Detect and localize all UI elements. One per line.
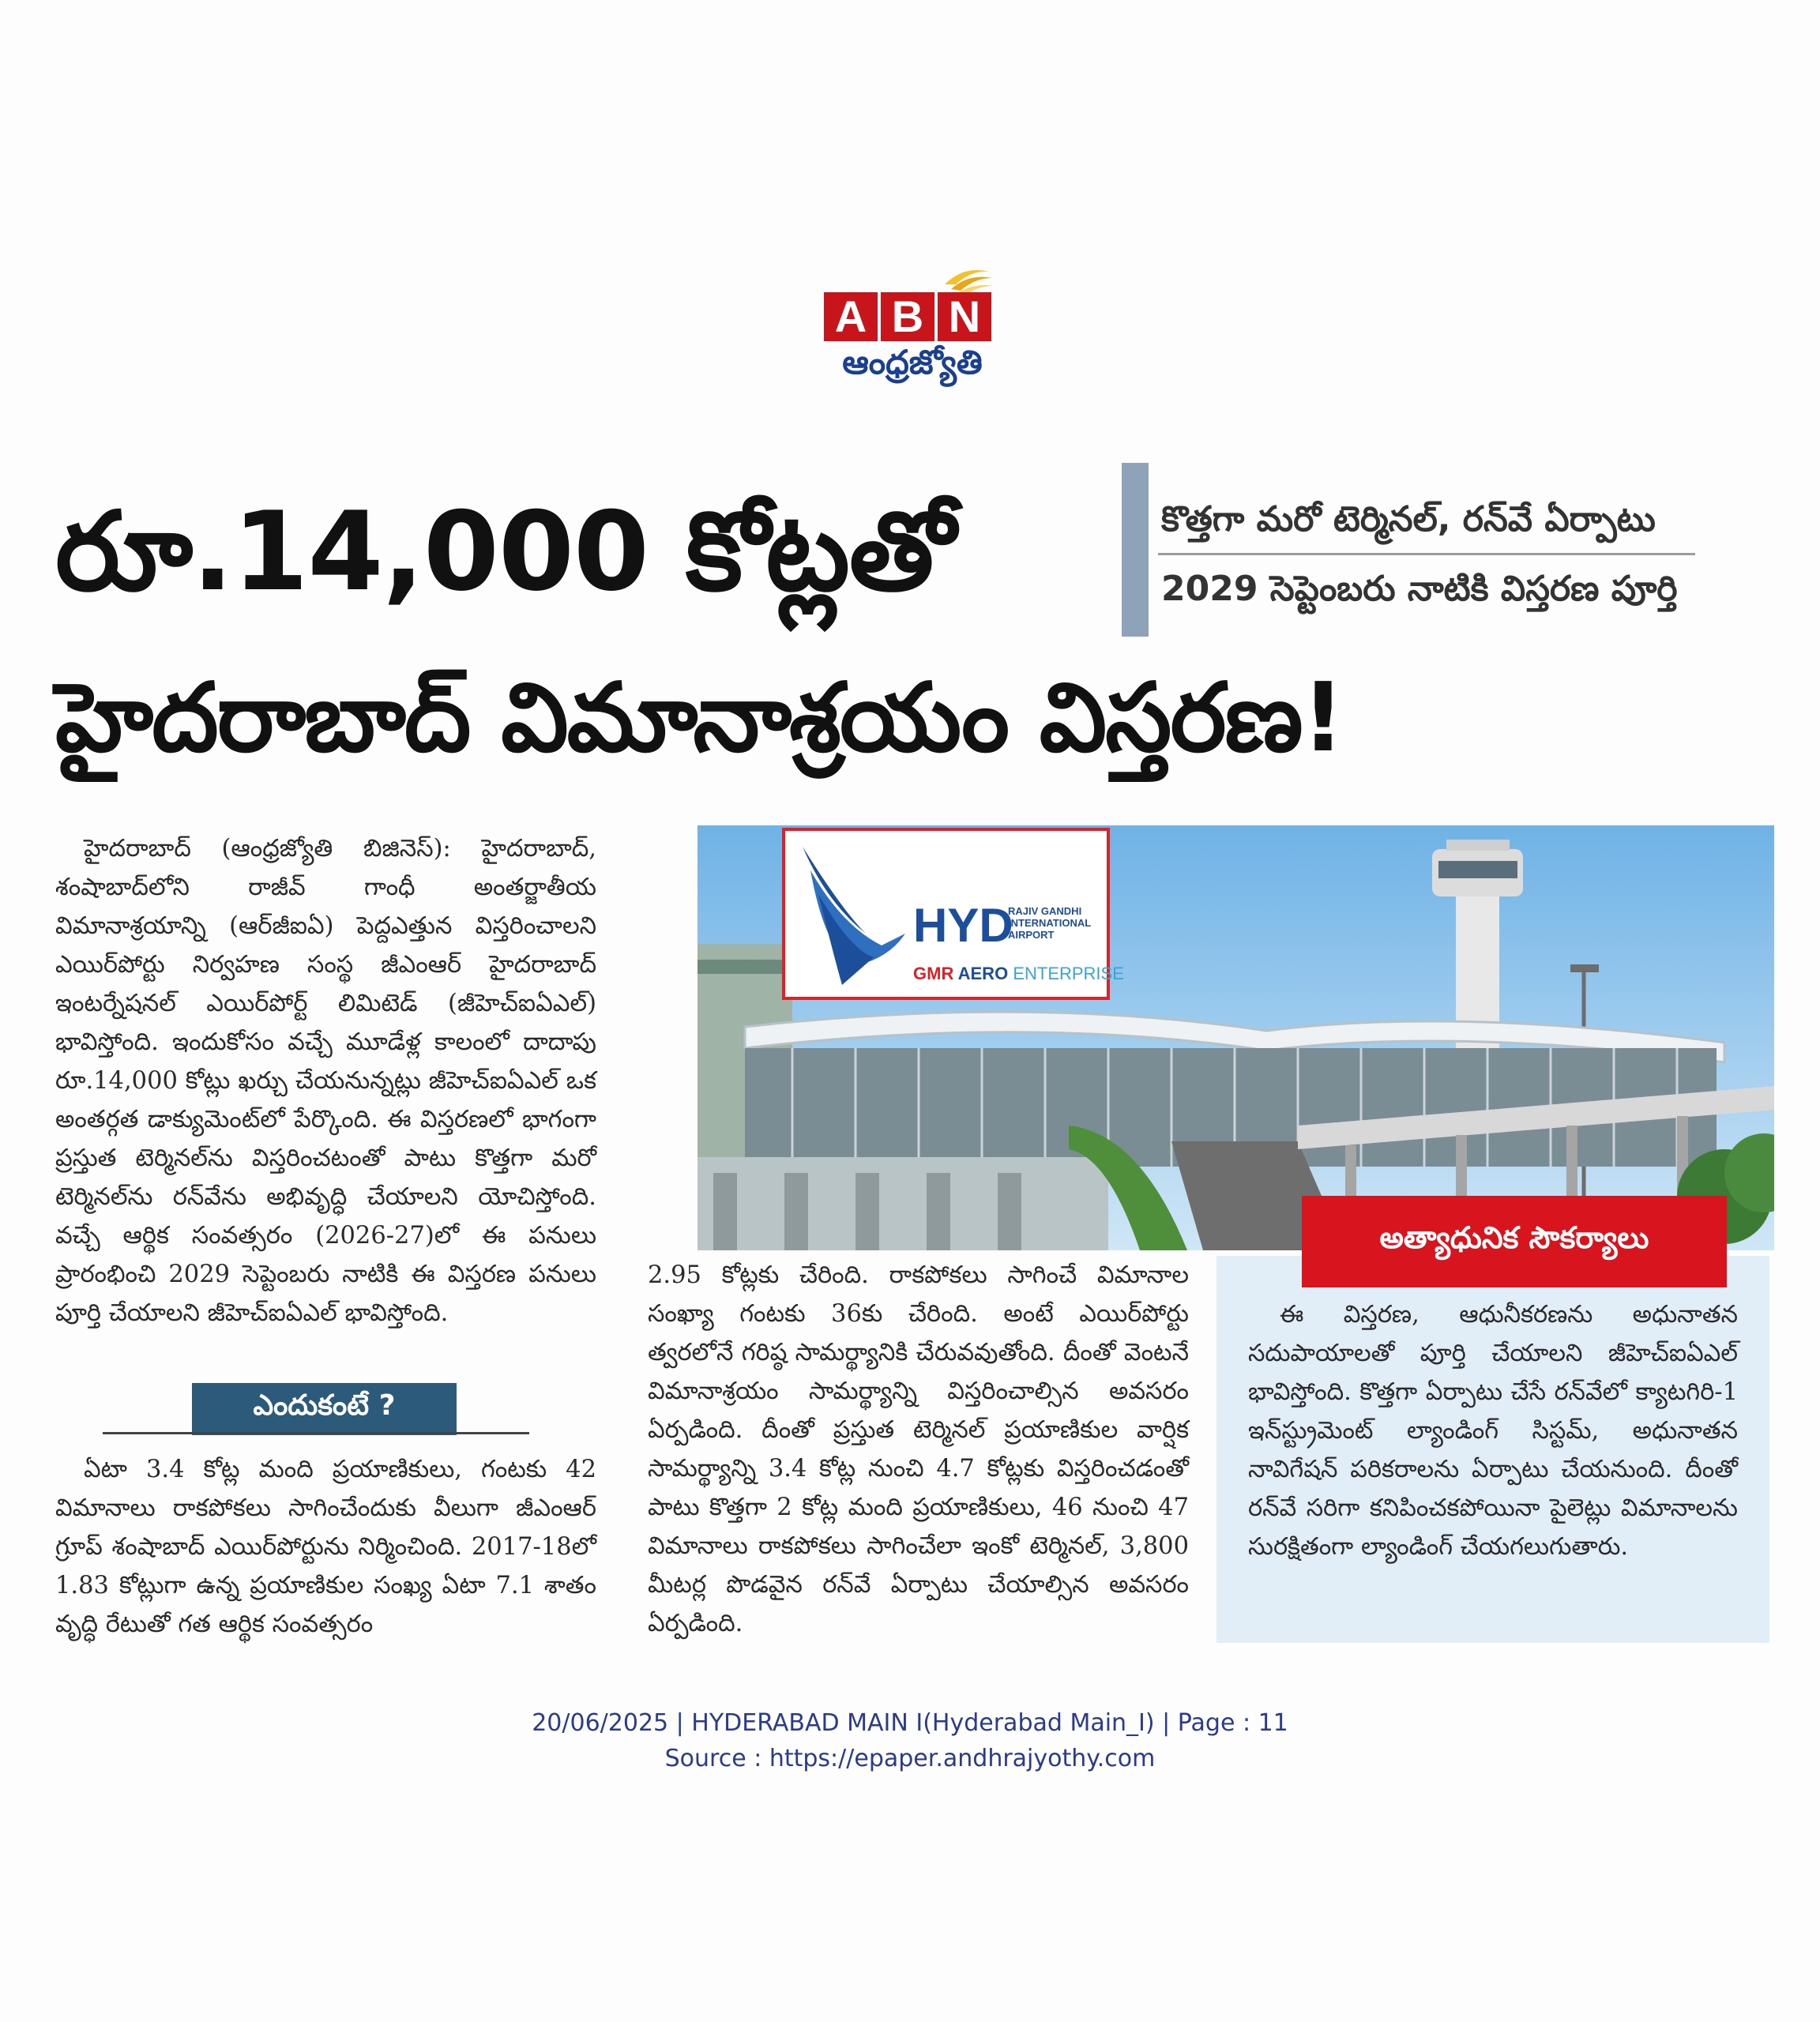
footer-edition-line: 20/06/2025 | HYDERABAD MAIN I(Hyderabad Main_I) | Page : 11 [532,1709,1288,1737]
airport-name-text: RAJIV GANDHI INTERNATIONAL AIRPORT [1008,905,1091,941]
bird-icon [795,839,913,993]
hyd-logo-text: HYD [913,899,1013,952]
airport-logo-inset [782,828,1124,1000]
abn-letter-a: A [824,292,878,341]
gmr-text: GMR [913,964,954,983]
abn-letter-b: B [881,292,934,341]
article-paragraph-1: హైదరాబాద్ (ఆంధ్రజ్యోతి బిజినెస్): హైదరాబాద్, శంషాబాద్‌లోని రాజీవ్ గాంధీ అంతర్జాతీయ విమానాశ్రయాన్ని (ఆర్‌జీఐఏ) పెద్దఎత్తున విస్తరించాలని ఎయిర్‌పోర్టు నిర్వహణ సంస్థ జీఎంఆర్ హైదరాబాద్ ఇంటర్నేషనల్ ఎయిర్‌పోర్ట్ లిమిటెడ్ (జీహెచ్ఐఏఎల్) భావిస్తోంది. ఇందుకోసం వచ్చే మూడేళ్ల కాలంలో దాదాపు రూ.14,000 కోట్లు ఖర్చు చేయనున్నట్లు జీహెచ్ఐఏఎల్ ఒక అంతర్గత డాక్యుమెంట్‌లో పేర్కొంది. ఈ విస్తరణలో భాగంగా ప్రస్తుత టెర్మినల్‌ను విస్తరించటంతో పాటు కొత్తగా మరో టెర్మినల్‌ను రన్‌వేను అభివృద్ధి చేయాలని యోచిస్తోంది. వచ్చే ఆర్థిక సంవత్సరం (2026-27)లో ఈ పనులు ప్రారంభించి 2029 సెప్టెంబరు నాటికి ఈ విస్తరణ పనులు పూర్తి చేయాలని జీహెచ్ఐఏఎల్ భావిస్తోంది. [55,835,596,1327]
subhead-divider [103,1432,529,1434]
footer-source-link[interactable]: Source : https://epaper.andhrajyothy.com [664,1745,1156,1772]
sidebar-text: ఈ విస్తరణ, ఆధునీకరణను అధునాతన సదుపాయాలతో పూర్తి చేయాలని జీహెచ్ఐఏఎల్ భావిస్తోంది. కొత్తగా ఏర్పాటు చేసే రన్‌వేలో క్యాటగిరి-1 ఇన్‌స్ట్రుమెంట్ ల్యాండింగ్ సిస్టమ్, అధునాతన నావిగేషన్ పరికరాలను ఏర్పాటు చేయనుంది. దీంతో రన్‌వే సరిగా కనిపించకపోయినా పైలెట్లు విమానాలను సురక్షితంగా ల్యాండింగ్ చేయగలుగుతారు. [1248,1301,1738,1561]
deck-line-2: 2029 సెప్టెంబరు నాటికి విస్తరణ పూర్తి [1161,569,1678,609]
deck-line-1: కొత్తగా మరో టెర్మినల్, రన్‌వే ఏర్పాటు [1161,499,1656,539]
masthead-logo [822,261,1003,403]
headline-line-2: హైదరాబాద్ విమానాశ్రయం విస్తరణ! [55,663,1344,773]
headline-line-1: రూ.14,000 కోట్లతో [55,488,955,615]
enterprise-word: ENTERPRISE [1013,964,1124,983]
abn-letter-n: N [938,292,991,341]
abn-letters [824,292,991,341]
masthead-subtitle: ఆంధ్రజ్యోతి [842,343,983,381]
logo-swirl-icon [940,261,995,295]
article-paragraph-3: 2.95 కోట్లకు చేరింది. రాకపోకలు సాగించే విమానాల సంఖ్యా గంటకు 36కు చేరింది. అంటే ఎయిర్‌పోర్టు త్వరలోనే గరిష్ఠ సామర్థ్యానికి చేరువవుతోంది. దీంతో వెంటనే విమానాశ్రయం సామర్థ్యాన్ని విస్తరించాల్సిన అవసరం ఏర్పడింది. దీంతో ప్రస్తుత టెర్మినల్ ప్రయాణికుల వార్షిక సామర్థ్యాన్ని 3.4 కోట్ల నుంచి 4.7 కోట్లకు విస్తరించడంతో పాటు కొత్తగా 2 కోట్ల మంది ప్రయాణికులు, 46 నుంచి 47 విమానాలు రాకపోకలు సాగించేలా ఇంకో టెర్మినల్, 3,800 మీటర్ల పొడవైన రన్‌వే ఏర్పాటు చేయాల్సిన అవసరం ఏర్పడింది. [648,1261,1189,1637]
enterprise-text [913,964,1124,984]
article-paragraph-2: ఏటా 3.4 కోట్ల మంది ప్రయాణికులు, గంటకు 42 విమానాలు రాకపోకలు సాగించేందుకు వీలుగా జీఎంఆర్ గ్రూప్ శంషాబాద్ ఎయిర్‌పోర్టును నిర్మించింది. 2017-18లో 1.83 కోట్లుగా ఉన్న ప్రయాణికుల సంఖ్య ఏటా 7.1 శాతం వృద్ధి రేటుతో గత ఆర్థిక సంవత్సరం [55,1456,596,1638]
sidebar-label: అత్యాధునిక సౌకర్యాలు [1302,1196,1727,1287]
deck-divider [1158,553,1695,555]
deck-accent-bar [1122,463,1149,637]
section-subhead: ఎందుకంటే ? [192,1383,457,1435]
aero-text: AERO [953,964,1013,983]
